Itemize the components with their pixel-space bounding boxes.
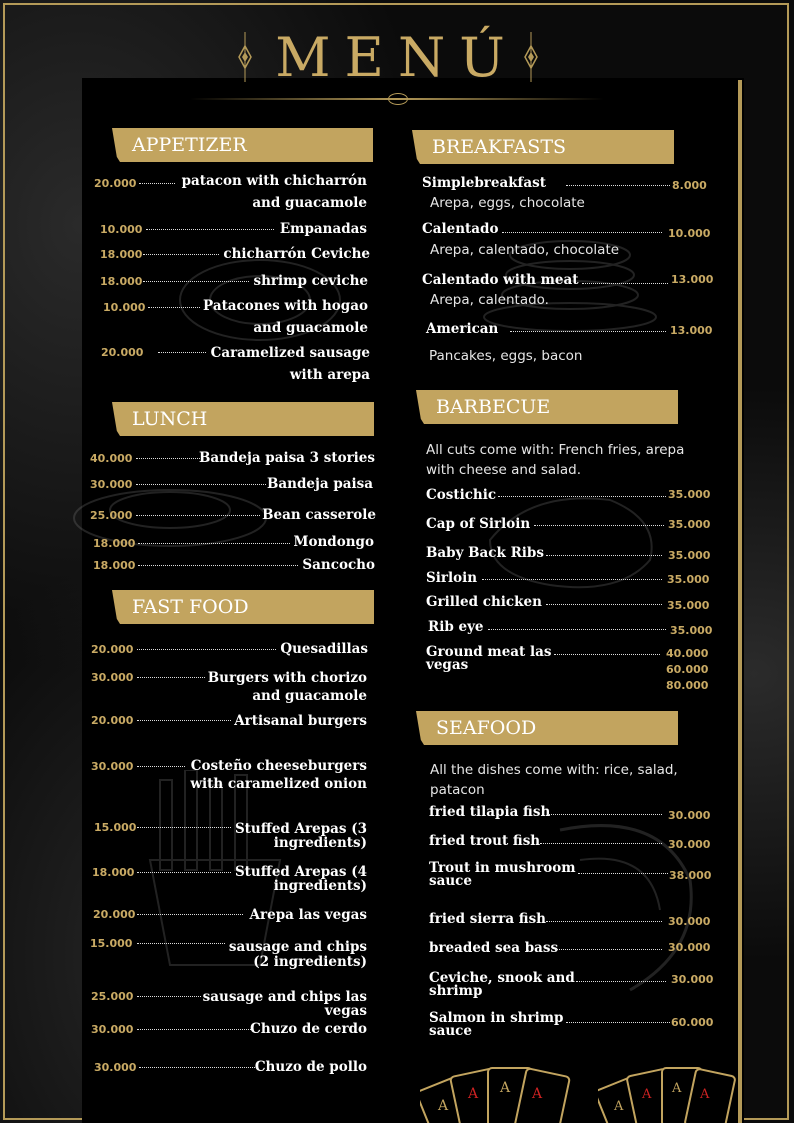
dot-leader bbox=[556, 949, 662, 950]
diamond-ornament-icon bbox=[238, 32, 252, 82]
dot-leader bbox=[137, 943, 225, 944]
item-name: Patacones with hogao bbox=[203, 298, 368, 314]
item-description: Arepa, eggs, chocolate bbox=[430, 195, 585, 211]
dot-leader bbox=[146, 229, 274, 230]
item-name: Calentado bbox=[422, 221, 499, 237]
dot-leader bbox=[137, 914, 243, 915]
item-name: breaded sea bass bbox=[429, 940, 559, 956]
diamond-ornament-icon bbox=[524, 32, 538, 82]
item-name-line2: sauce bbox=[429, 1023, 472, 1039]
dot-leader bbox=[554, 654, 660, 655]
item-name: Baby Back Ribs bbox=[426, 545, 544, 561]
item-description: Arepa, calentado. bbox=[430, 292, 549, 308]
dot-leader bbox=[138, 565, 298, 566]
svg-text:A: A bbox=[468, 1086, 479, 1102]
dot-leader bbox=[137, 677, 205, 678]
item-name: Ceviche, snook and bbox=[429, 970, 575, 986]
item-name: Chuzo de pollo bbox=[254, 1059, 367, 1075]
item-name-line2: (2 ingredients) bbox=[253, 954, 367, 970]
dot-leader bbox=[578, 873, 668, 874]
dot-leader bbox=[137, 649, 276, 650]
dot-leader bbox=[534, 525, 664, 526]
dot-leader bbox=[136, 458, 200, 459]
seafood-note bbox=[430, 760, 678, 800]
dot-leader bbox=[546, 555, 662, 556]
dot-leader bbox=[137, 766, 185, 767]
svg-text:A: A bbox=[438, 1098, 449, 1114]
item-name: Mondongo bbox=[293, 534, 374, 550]
barbecue-note bbox=[426, 440, 684, 480]
dot-leader bbox=[566, 185, 670, 186]
item-name: Caramelized sausage bbox=[210, 345, 370, 361]
item-description: Pancakes, eggs, bacon bbox=[429, 348, 583, 364]
dot-leader bbox=[136, 484, 266, 485]
item-name: Quesadillas bbox=[280, 641, 368, 657]
item-name: Bean casserole bbox=[262, 507, 376, 523]
item-name: Bandeja paisa 3 stories bbox=[198, 450, 375, 466]
item-name-line2: and guacamole bbox=[252, 195, 367, 211]
dot-leader bbox=[488, 629, 666, 630]
dot-leader bbox=[148, 307, 200, 308]
item-description: Arepa, calentado, chocolate bbox=[430, 242, 620, 258]
item-name-line2: ingredients) bbox=[273, 835, 367, 851]
item-name: fried sierra fish bbox=[429, 911, 546, 927]
dot-leader bbox=[502, 232, 662, 233]
svg-text:A: A bbox=[672, 1081, 682, 1096]
item-name: Chuzo de cerdo bbox=[250, 1021, 367, 1037]
item-name-line2: sauce bbox=[429, 873, 472, 889]
item-name: Grilled chicken bbox=[426, 594, 542, 610]
svg-text:A: A bbox=[614, 1099, 624, 1114]
item-name: Arepa las vegas bbox=[249, 907, 367, 923]
dot-leader bbox=[137, 872, 231, 873]
dot-leader bbox=[143, 281, 249, 282]
dot-leader bbox=[546, 921, 662, 922]
note-line: All the dishes come with: rice, salad, bbox=[430, 762, 678, 778]
item-name: Salmon in shrimp bbox=[429, 1010, 564, 1026]
item-name-line2: vegas bbox=[426, 657, 469, 673]
dot-leader bbox=[139, 1067, 255, 1068]
item-name: Rib eye bbox=[428, 619, 484, 635]
fastfood-heading: FAST FOOD bbox=[120, 590, 374, 624]
svg-text:A: A bbox=[700, 1087, 710, 1102]
item-name-line2: ingredients) bbox=[273, 878, 367, 894]
dot-leader bbox=[498, 496, 666, 497]
dot-leader bbox=[137, 1029, 251, 1030]
note-line: with cheese and salad. bbox=[426, 462, 582, 478]
item-name: Costeño cheeseburgers bbox=[190, 758, 367, 774]
note-line: All cuts come with: French fries, arepa bbox=[426, 442, 685, 458]
item-name: Sirloin bbox=[426, 570, 478, 586]
item-name: fried trout fish bbox=[429, 833, 541, 849]
note-line: patacon bbox=[430, 782, 485, 798]
item-name: fried tilapia fish bbox=[429, 804, 551, 820]
item-name-line2: vegas bbox=[324, 1003, 367, 1019]
menu-title: MENÚ bbox=[275, 26, 519, 89]
dot-leader bbox=[139, 183, 175, 184]
meat-illustration bbox=[470, 480, 670, 600]
dot-leader bbox=[158, 352, 206, 353]
item-name: Stuffed Arepas (4 bbox=[234, 864, 367, 880]
item-name: Artisanal burgers bbox=[234, 713, 367, 729]
item-name: sausage and chips bbox=[228, 939, 367, 955]
item-name: Empanadas bbox=[279, 221, 367, 237]
dot-leader bbox=[540, 843, 662, 844]
lunch-heading: LUNCH bbox=[120, 402, 374, 436]
item-name: Sancocho bbox=[302, 557, 375, 573]
dot-leader bbox=[136, 515, 260, 516]
svg-text:A: A bbox=[642, 1087, 652, 1102]
menu-page: MENÚ A A A A A A A A APPETIZER 20.000 patacon with chicharrón and guacamole 10.000 Empanadas 18.000 chicharrón Ceviche 18.000 shrimp ceviche 10.000 Patacones with hogao and guacamole 20.000 Caramelized sausage with arepa LUNCH 40.000 Bandeja paisa 3 stories 30.000 Bandeja paisa 25.000 Bean casserole 18.000 Mondongo 18.000 Sancocho FAST FOOD 20.000 Quesadillas 30.000 Burgers with chorizo and guacamole 20.000 Artisanal burgers 30.000 Costeño cheeseburgers with caramelized onion 15.000 Stuffed Arepas (3 ingredients) 18.000 Stuffed Arepas (4 ingredients) 20.000 Arepa las vegas 15.000 sausage and chips (2 ingredients) 25.000 sausage and chips las vegas 30.000 Chuzo de cerdo 30.000 Chuzo de pollo BREAKFASTS Simplebreakfast 8.000 Arepa, eggs, chocolate Calentado 10.000 Arepa, calentado, chocolate Calentado with meat 13.000 Arepa, calentado. American 13.000 Pancakes, eggs, bacon BARBECUE All cuts come with: French fries, arepa with cheese and salad. Costichic 35.000 Cap of Sirloin 35.000 Baby Back Ribs 35.000 Sirloin 35.000 Grilled chicken 35.000 Rib eye 35.000 Ground meat las vegas 40.000 60.000 80.000 SEAFOOD All the dishes come with: rice, salad, patacon fried tilapia fish 30.000 fried trout fish 30.000 Trout in mushroom sauce 38.000 fried sierra fish 30.000 breaded sea bass 30.000 Ceviche, snook and shrimp 30.000 Salmon in shrimp sauce 60.000 bbox=[0, 0, 794, 1123]
item-name-line2: shrimp bbox=[429, 983, 483, 999]
item-name: Cap of Sirloin bbox=[426, 516, 531, 532]
seafood-heading: SEAFOOD bbox=[424, 711, 678, 745]
item-name: sausage and chips las bbox=[202, 989, 367, 1005]
item-name-line2: with caramelized onion bbox=[190, 776, 367, 792]
dot-leader bbox=[566, 1022, 670, 1023]
item-name: American bbox=[426, 321, 499, 337]
appetizer-heading: APPETIZER bbox=[120, 128, 373, 162]
item-name: patacon with chicharrón bbox=[181, 173, 367, 189]
barbecue-heading: BARBECUE bbox=[424, 390, 678, 424]
dot-leader bbox=[137, 996, 201, 997]
title-divider-ornament bbox=[388, 93, 408, 105]
breakfasts-heading: BREAKFASTS bbox=[420, 130, 674, 164]
item-name: chicharrón Ceviche bbox=[223, 246, 370, 262]
item-name: Bandeja paisa bbox=[267, 476, 373, 492]
dot-leader bbox=[576, 981, 666, 982]
dot-leader bbox=[548, 814, 662, 815]
item-name: Stuffed Arepas (3 bbox=[234, 821, 367, 837]
dot-leader bbox=[137, 827, 231, 828]
item-name: Costichic bbox=[426, 487, 497, 503]
dot-leader bbox=[143, 254, 219, 255]
item-name: Burgers with chorizo bbox=[207, 670, 367, 686]
item-name-line2: and guacamole bbox=[252, 688, 367, 704]
item-name-line2: and guacamole bbox=[253, 320, 368, 336]
dot-leader bbox=[546, 604, 662, 605]
playing-cards-icon bbox=[420, 1050, 590, 1123]
svg-text:A: A bbox=[500, 1080, 511, 1096]
item-name: Trout in mushroom bbox=[429, 860, 576, 876]
dot-leader bbox=[137, 720, 231, 721]
dot-leader bbox=[482, 579, 662, 580]
playing-cards-icon bbox=[598, 1052, 748, 1123]
panel-edge bbox=[738, 80, 742, 1123]
dot-leader bbox=[138, 543, 290, 544]
item-name: Simplebreakfast bbox=[422, 175, 546, 191]
dot-leader bbox=[582, 283, 668, 284]
dot-leader bbox=[510, 331, 666, 332]
item-name: Ground meat las bbox=[426, 644, 552, 660]
item-name: Calentado with meat bbox=[422, 272, 579, 288]
svg-text:A: A bbox=[532, 1086, 543, 1102]
item-name: shrimp ceviche bbox=[253, 273, 368, 289]
item-name-line2: with arepa bbox=[289, 367, 370, 383]
